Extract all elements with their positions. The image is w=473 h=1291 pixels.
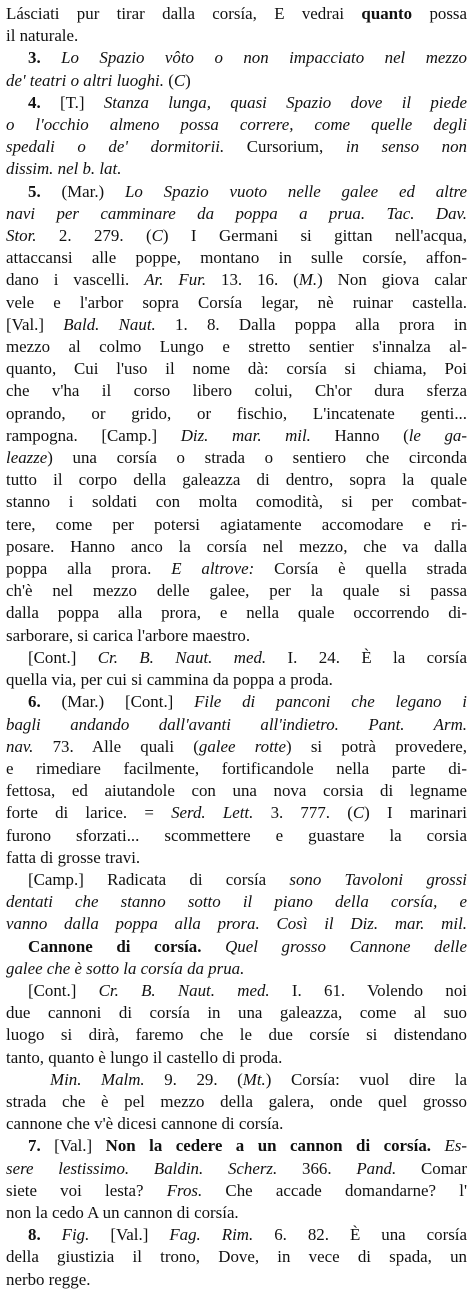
text-line: il naturale.	[6, 26, 79, 46]
text-line: nav. 73. Alle quali (galee rotte) si potrà provedere,	[6, 736, 467, 756]
text-line: dissim. nel b. lat.	[6, 159, 122, 179]
text-line: posare. Hanno anco la corsía nel mezzo, che va dalla	[6, 536, 467, 556]
text-line: tere, come per potersi agiatamente accomodare e ri-	[6, 514, 467, 534]
text-line: nerbo regge.	[6, 1269, 91, 1289]
text-line: [Cont.] Cr. B. Naut. med. I. 24. È la corsía	[28, 647, 467, 667]
text-line: forte di larice. = Serd. Lett. 3. 777. (C) I marinari	[6, 803, 467, 823]
text-line: furono sforzati... scommettere e guastare la corsia	[6, 825, 467, 845]
text-line: dentati che stanno sotto il piano della corsía, e	[6, 892, 467, 912]
text-line: [Camp.] Radicata di corsía sono Tavoloni grossi	[28, 869, 467, 889]
text-line: sarborare, si carica l'arbore maestro.	[6, 625, 251, 645]
text-line: dalla poppa alla prora, e nella quale occorrendo di-	[6, 603, 467, 623]
text-line: oprando, or grido, or fischio, L'incatenate genti...	[6, 403, 467, 423]
text-line: rampogna. [Camp.] Diz. mar. mil. Hanno (le ga-	[6, 425, 467, 445]
text-line: Stor. 2. 279. (C) I Germani si gittan nell'acqua,	[6, 226, 467, 246]
text-line: vanno dalla poppa alla prora. Così il Diz. mar. mil.	[6, 914, 467, 934]
text-line: poppa alla prora. E altrove: Corsía è quella strada	[6, 559, 467, 579]
text-line: [Val.] Bald. Naut. 1. 8. Dalla poppa alla prora in	[6, 314, 467, 334]
text-line: dano i vascelli. Ar. Fur. 13. 16. (M.) Non giova calar	[6, 270, 467, 290]
text-line: cannone che v'è dicesi cannone di corsía.	[6, 1114, 284, 1134]
text-line: fettosa, ed aiutandole con una nova corsia di legname	[6, 781, 467, 801]
text-line: non la cedo A un cannon di corsía.	[6, 1202, 239, 1222]
text-line: strada che è pel mezzo della galera, onde quel grosso	[6, 1091, 467, 1111]
text-line: de' teatri o altri luoghi. (C)	[6, 70, 191, 90]
text-line: 6. (Mar.) [Cont.] File di panconi che legano i	[28, 692, 467, 712]
text-line: Min. Malm. 9. 29. (Mt.) Corsía: vuol dire la	[50, 1069, 467, 1089]
text-line: navi per camminare da poppa a prua. Tac. Dav.	[6, 203, 467, 223]
text-line: 5. (Mar.) Lo Spazio vuoto nelle galee ed altre	[28, 181, 467, 201]
text-line: tutto il corpo della galeazza di dentro, sopra la quale	[6, 470, 467, 490]
text-line: fatta di grosse travi.	[6, 847, 141, 867]
text-line: Cannone di corsía. Quel grosso Cannone delle	[28, 936, 467, 956]
text-line: mezzo al colmo Lungo e stretto sentier s'innalza al-	[6, 337, 467, 357]
text-line: spedali o de' dormitorii. Cursorium, in senso non	[6, 137, 467, 157]
text-line: leazze) una corsía o strada o sentiero che circonda	[6, 448, 467, 468]
text-line: 8. Fig. [Val.] Fag. Rim. 6. 82. È una corsía	[28, 1225, 467, 1245]
text-line: o l'occhio almeno possa correre, come quelle degli	[6, 115, 467, 135]
text-line: della giustizia il trono, Dove, in vece di spada, un	[6, 1247, 467, 1267]
text-line: galee che è sotto la corsía da prua.	[6, 958, 245, 978]
text-line: quella via, per cui si cammina da poppa a proda.	[6, 670, 333, 690]
text-line: e rimediare facilmente, fortificandole nella parte di-	[6, 758, 467, 778]
text-line: stanno i soldati con molta comodità, si per combat-	[6, 492, 467, 512]
text-line: attaccansi alle poppe, montano in sulle corsíe, affon-	[6, 248, 467, 268]
text-line: 3. Lo Spazio vôto o non impacciato nel mezzo	[28, 48, 467, 68]
text-line: 7. [Val.] Non la cedere a un cannon di corsía. Es-	[28, 1136, 467, 1156]
text-line: Lásciati pur tirar dalla corsía, E vedrai quanto possa	[6, 4, 467, 23]
text-line: che v'ha il corso libero colui, Ch'or dura sferza	[6, 381, 467, 401]
text-line: 4. [T.] Stanza lunga, quasi Spazio dove il piede	[28, 92, 467, 112]
text-line: vele e l'arbor sopra Corsía legar, nè ruinar castella.	[6, 292, 467, 312]
text-line: ch'è nel mezzo delle galee, per la quale si passa	[6, 581, 467, 601]
text-line: bagli andando dall'avanti all'indietro. Pant. Arm.	[6, 714, 467, 734]
text-line: tanto, quanto è lungo il castello di proda.	[6, 1047, 283, 1067]
text-line: [Cont.] Cr. B. Naut. med. I. 61. Volendo noi	[28, 980, 467, 1000]
text-line: luogo si dirà, faremo che le due corsíe si distendano	[6, 1025, 467, 1045]
text-line: siete voi lesta? Fros. Che accade domandarne? l'	[6, 1180, 467, 1200]
text-line: quanto, Cui l'uso il nome dà: corsía si chiama, Poi	[6, 359, 467, 379]
text-line: sere lestissimo. Baldin. Scherz. 366. Pand. Comar	[6, 1158, 467, 1178]
text-line: due cannoni di corsía in una galeazza, come al suo	[6, 1003, 467, 1023]
